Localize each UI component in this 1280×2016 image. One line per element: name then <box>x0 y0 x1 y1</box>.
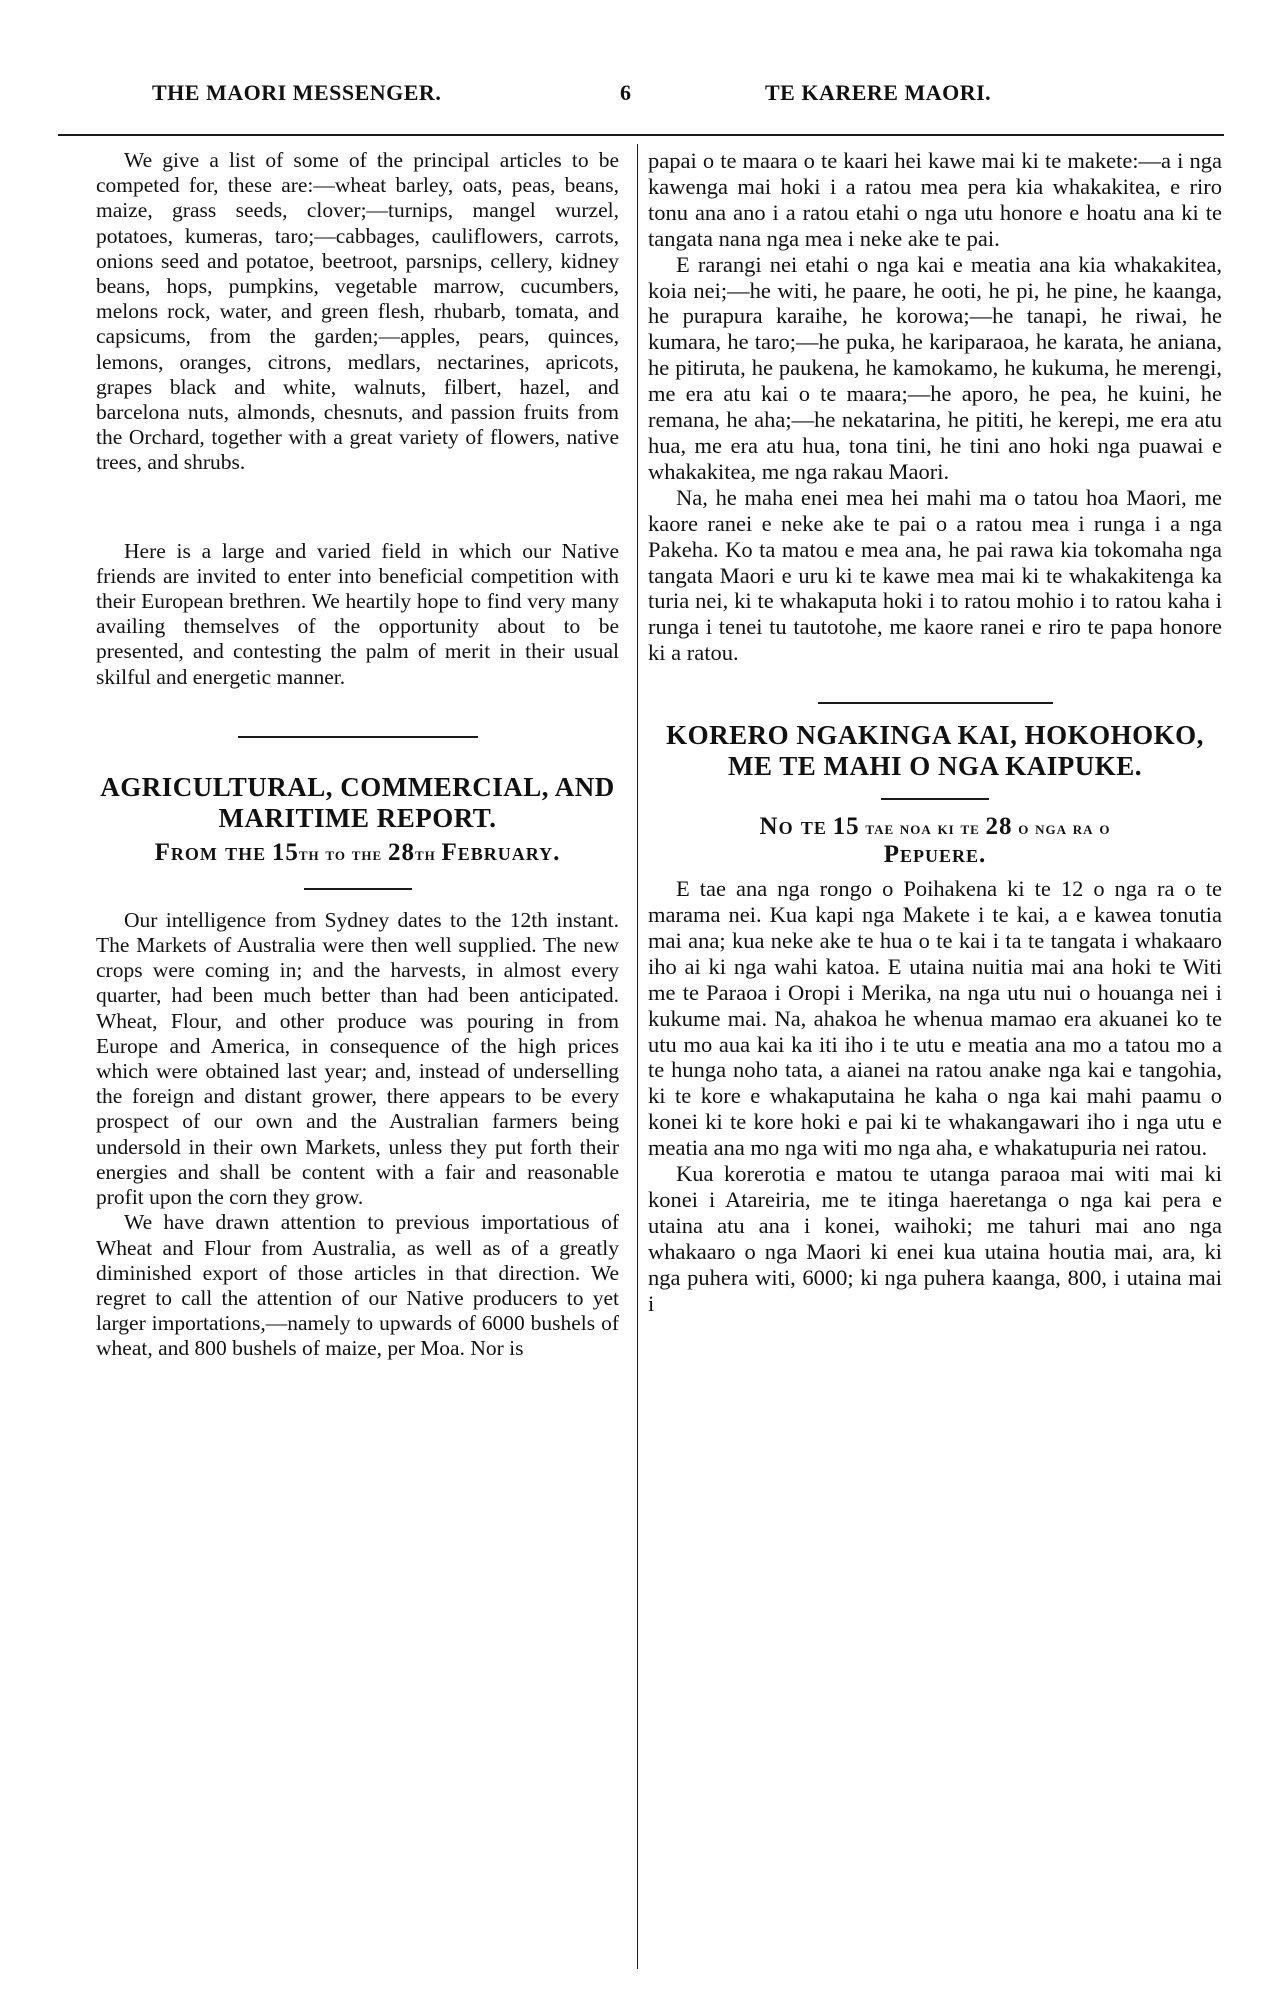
dates-start-suffix: th <box>298 843 320 865</box>
dates-end-suffix: th <box>414 843 436 865</box>
report-paragraph: Our intelligence from Sydney dates to the 12th instant. The Markets of Australia were then well supplied. The new crops were coming in; and the harvests, in almost every quarter, had been much better than had been anticipated. Wheat, Flour, and other produce was pouring in from Europe and America, in consequence of the high prices which were obtained last year; and, instead of underselling the foreign and distant grower, there appears to be every prospect of our own and the Australian farmers being undersold in their own Markets, unless they put forth their energies and shall be content with a fair and reasonable profit upon the corn they grow. <box>96 907 619 1210</box>
dates-month: Pepuere. <box>883 841 987 869</box>
dates-from: From the <box>154 838 267 866</box>
dates-start-day: 15 <box>832 813 860 841</box>
dates-to: to the <box>325 843 383 865</box>
spacer <box>96 476 619 539</box>
continuation-paragraph: papai o te maara o te kaari hei kawe mai ki te makete:—a i nga kawenga mai hoki i a ratou mea pera kia whakakitea, e riro tonu ana ano i a ratou etahi o nga utu honore e hoatu ana ki te tangata nana nga mea i neke ake te pai. <box>648 148 1222 251</box>
running-head <box>140 78 1225 114</box>
dates-month: February. <box>441 838 561 866</box>
masthead-english: THE MAORI MESSENGER. <box>152 80 442 105</box>
competition-invite-paragraph: Here is a large and varied field in which our Native friends are invited to enter into beneficial competition with their European brethren. We heartily hope to find very many availing themselves of the opportunity about to be presented, and contesting the palm of merit in their usual skilful and energetic manner. <box>96 538 619 689</box>
english-column <box>96 148 619 1362</box>
report-dates <box>648 814 1222 870</box>
page-number: 6 <box>620 80 632 105</box>
dates-middle: tae noa ki te <box>865 818 980 840</box>
maori-column <box>648 148 1222 1317</box>
competition-list-paragraph: We give a list of some of the principal articles to be competed for, these are:—wheat barley, oats, peas, beans, maize, grass seeds, clover;—turnips, mangel wurzel, potatoes, kumeras, taro;—cabbages, cauliflowers, carrots, onions seed and potatoe, beetroot, parsnips, cellery, kidney beans, hops, pumpkins, vegetable marrow, cucumbers, melons rock, water, and green flesh, rhubarb, tomata, and capsicums, from the garden;—apples, pears, quinces, lemons, oranges, citrons, medlars, nectarines, apricots, grapes black and white, walnuts, filbert, hazel, and barcelona nuts, almonds, chesnuts, and passion fruits from the Orchard, together with a great variety of flowers, native trees, and shrubs. <box>96 148 619 475</box>
report-heading: KORERO NGAKINGA KAI, HOKOHOKO, ME TE MAHI O NGA KAIPUKE. <box>666 720 1204 782</box>
competition-invite-paragraph: Na, he maha enei mea hei mahi ma o tatou hoa Maori, me kaore ranei e neke ake te pai o a ratou mea i runga i a nga Pakeha. Ko ta matou e mea ana, he pai rawa kia tokomaha nga tangata Maori e uru ki te kawe mea mai ki te whakakitenga ka turia nei, ki te whakaputa hoki i to ratou mohio i to ratou kaha i runga i tenei tu tautotohe, me kaore ranei e riro te papa honore ki a ratou. <box>648 484 1222 666</box>
report-dates <box>96 840 619 868</box>
competition-list-paragraph: E rarangi nei etahi o nga kai e meatia ana kia whakakitea, koia nei;—he witi, he paare, he ooti, he pi, he pine, he kaanga, he purapura karaihe, he korowa;—he tanapi, he riwai, he kumara, he taro;—he puka, he kariparaoa, he karata, he aniana, he pitiruta, he paukena, he kamokamo, he kukuma, he merengi, me era atu kai o te maara;—he aporo, he pea, he kuini, he remana, he aha;—he nekatarina, he pititi, he kerepi, me era atu hua, me era atu hua, tona tini, he tini ano hoki nga puawai e whakakitea, me nga rakau Maori. <box>648 251 1222 484</box>
report-heading: AGRICULTURAL, COMMERCIAL, AND MARITIME REPORT. <box>100 771 615 833</box>
dates-from: No te <box>759 813 827 841</box>
dates-end-day: 28 <box>985 813 1013 841</box>
dates-end-day: 28 <box>387 838 415 866</box>
report-paragraph: E tae ana nga rongo o Poihakena ki te 12 o nga ra o te marama nei. Kua kapi nga Makete i te kai, a e kawea tonutia mai ana; kua neke ake te hua o te kai i ta te tangata i whakaaro iho ai ki nga wahi katoa. E utaina nuitia mai ana hoki te Witi me te Paraoa i Oropi i Merika, na nga utu nui o houanga nei i kukume mai. Na, ahakoa he whenua mamao era akuanei ko te utu mo aua kai ka iti iho i te utu e meatia ana mo a tatou mo a te hunga noho tata, a aianei na ratou anake nga kai e tangohia, ki te kore e whakaputaina he kaha o nga kai mahi paamu o konei ki te kore hoki e pai ki te whakangawari iho i nga utu e meatia ana mo nga witi mo nga aha, e whakatupuria nei ratou. <box>648 876 1222 1161</box>
column-divider <box>637 144 638 1969</box>
report-paragraph: Kua korerotia e matou te utanga paraoa mai witi mai ki konei i Atareiria, me te itinga haeretanga o nga kai pera e utaina atu ana i konei, waihoki; me tahuri mai ano nga whakaaro o nga Maori ki enei kua utaina houtia mai, ara, ki nga puhera witi, 6000; ki nga puhera kaanga, 800, i utaina mai i <box>648 1161 1222 1316</box>
report-paragraph: We have drawn attention to previous importatious of Wheat and Flour from Australia, as well as of a greatly diminished export of those articles in that direction. We regret to call the attention of our Native producers to yet larger importations,—namely to upwards of 6000 bushels of wheat, and 800 bushels of maize, per Moa. Nor is <box>96 1210 619 1361</box>
dates-end: o nga ra o <box>1018 818 1111 840</box>
masthead-maori: TE KARERE MAORI. <box>765 80 992 105</box>
dates-start-day: 15 <box>271 838 299 866</box>
header-rule <box>58 134 1224 136</box>
